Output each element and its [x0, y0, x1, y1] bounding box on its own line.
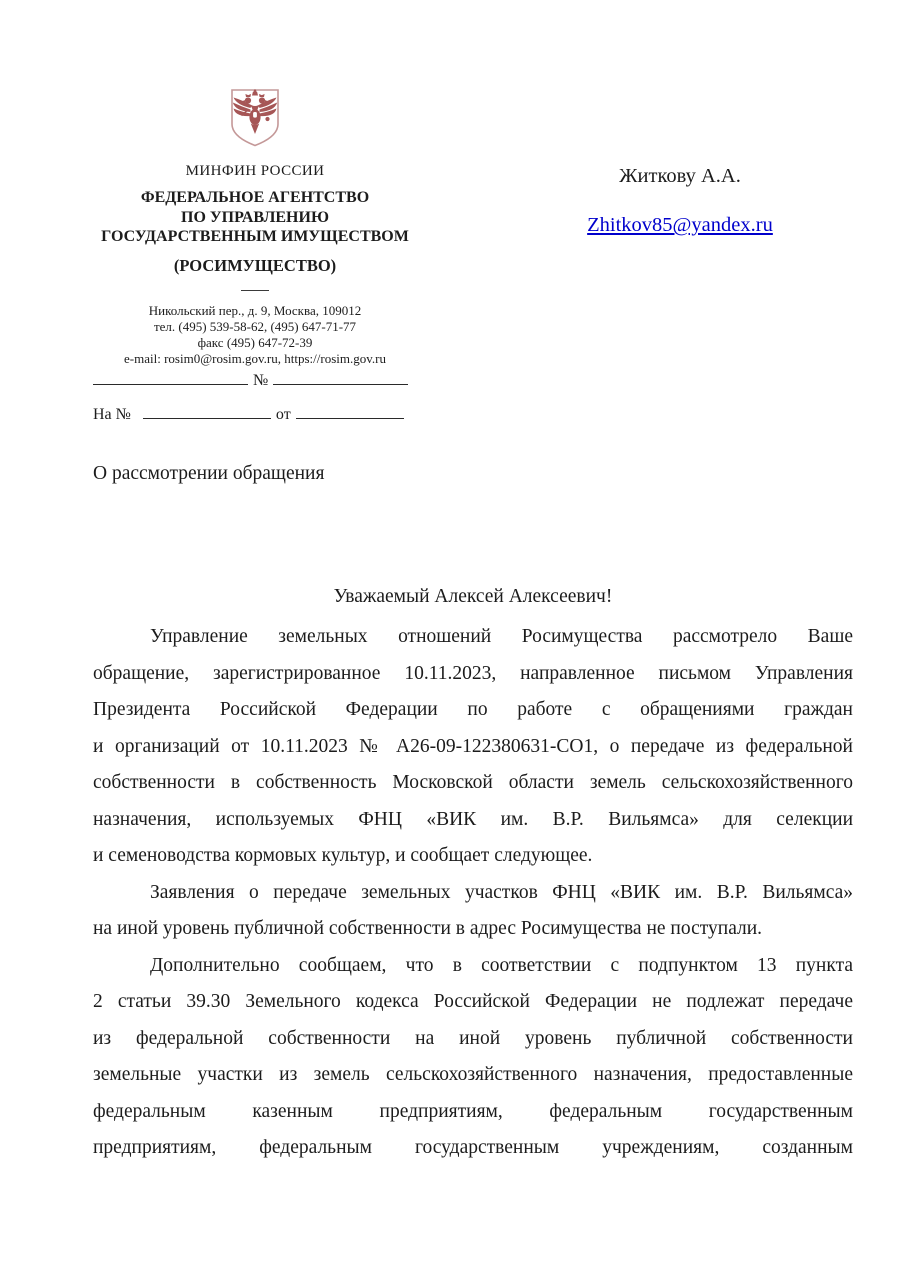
- letter-body: [93, 577, 853, 1167]
- phone-line: тел. (495) 539-58-62, (495) 647-71-77: [153, 318, 357, 334]
- body-line: Президента Российской Федерации по работе с обращениями граждан: [93, 699, 853, 720]
- recipient-block: [530, 165, 830, 237]
- body-line: 2 статьи 39.30 Земельного кодекса Российской Федерации не подлежат передаче: [93, 991, 853, 1012]
- body-line: земельные участки из земель сельскохозяйственного назначения, предоставленные: [93, 1064, 853, 1085]
- body-line: и организаций от 10.11.2023 № А26-09-122380631-СО1, о передаче из федеральной: [93, 735, 853, 757]
- russia-coat-of-arms-icon: [227, 87, 283, 148]
- body-line: на иной уровень публичной собственности в адрес Росимущества не поступали.: [93, 918, 763, 939]
- body-line: собственности в собственность Московской области земель сельскохозяйственного: [93, 772, 853, 793]
- reference-block: [93, 370, 423, 438]
- incoming-number-blank: [143, 404, 271, 419]
- body-line: федеральным казенным предприятиям, федеральным государственным: [93, 1100, 853, 1122]
- body-line: Заявления о передаче земельных участков ФНЦ «ВИК им. В.Р. Вильямса»: [150, 881, 853, 903]
- body-line: предприятиям, федеральным государственным учреждениям, созданным: [93, 1137, 853, 1158]
- body-paragraphs: [93, 619, 853, 1167]
- body-line: Дополнительно сообщаем, что в соответствии с подпунктом 13 пункта: [150, 954, 853, 976]
- agency-name-line-2: ПО УПРАВЛЕНИЮ: [181, 208, 329, 226]
- subject-line: О рассмотрении обращения: [93, 463, 325, 484]
- incoming-date-blank: [296, 404, 404, 419]
- ministry-name: МИНФИН РОССИИ: [185, 163, 325, 179]
- from-label: от: [275, 406, 291, 423]
- body-line: Управление земельных отношений Росимущества рассмотрело Ваше: [150, 626, 853, 647]
- letterhead: [60, 87, 450, 367]
- agency-name-line-1: ФЕДЕРАЛЬНОЕ АГЕНТСТВО: [140, 189, 370, 206]
- number-sign: №: [253, 372, 269, 389]
- agency-short-name: (РОСИМУЩЕСТВО): [173, 255, 337, 275]
- incoming-reference-row: [93, 404, 423, 438]
- agency-name-line-3: ГОСУДАРСТВЕННЫМ ИМУЩЕСТВОМ: [101, 228, 409, 245]
- letterhead-divider: [241, 290, 269, 291]
- body-line: и семеноводства кормовых культур, и сообщает следующее.: [93, 845, 593, 866]
- body-line: назначения, используемых ФНЦ «ВИК им. В.Р. Вильямса» для селекции: [93, 808, 853, 830]
- recipient-name: Житкову А.А.: [619, 165, 741, 187]
- body-line: из федеральной собственности на иной уровень публичной собственности: [93, 1027, 853, 1049]
- agency-email-line: e-mail: rosim0@rosim.gov.ru, https://rosim.gov.ru: [124, 350, 386, 366]
- on-number-label: На №: [93, 406, 131, 423]
- outgoing-reference-row: [93, 370, 423, 404]
- body-line: обращение, зарегистрированное 10.11.2023, направленное письмом Управления: [93, 662, 853, 684]
- postal-address-line: Никольский пер., д. 9, Москва, 109012: [148, 302, 362, 318]
- outgoing-date-blank: [93, 370, 248, 385]
- recipient-email-link[interactable]: Zhitkov85@yandex.ru: [587, 214, 773, 236]
- outgoing-number-blank: [273, 370, 408, 385]
- agency-name: [60, 188, 450, 247]
- fax-line: факс (495) 647-72-39: [197, 334, 313, 350]
- salutation: Уважаемый Алексей Алексеевич!: [333, 586, 613, 607]
